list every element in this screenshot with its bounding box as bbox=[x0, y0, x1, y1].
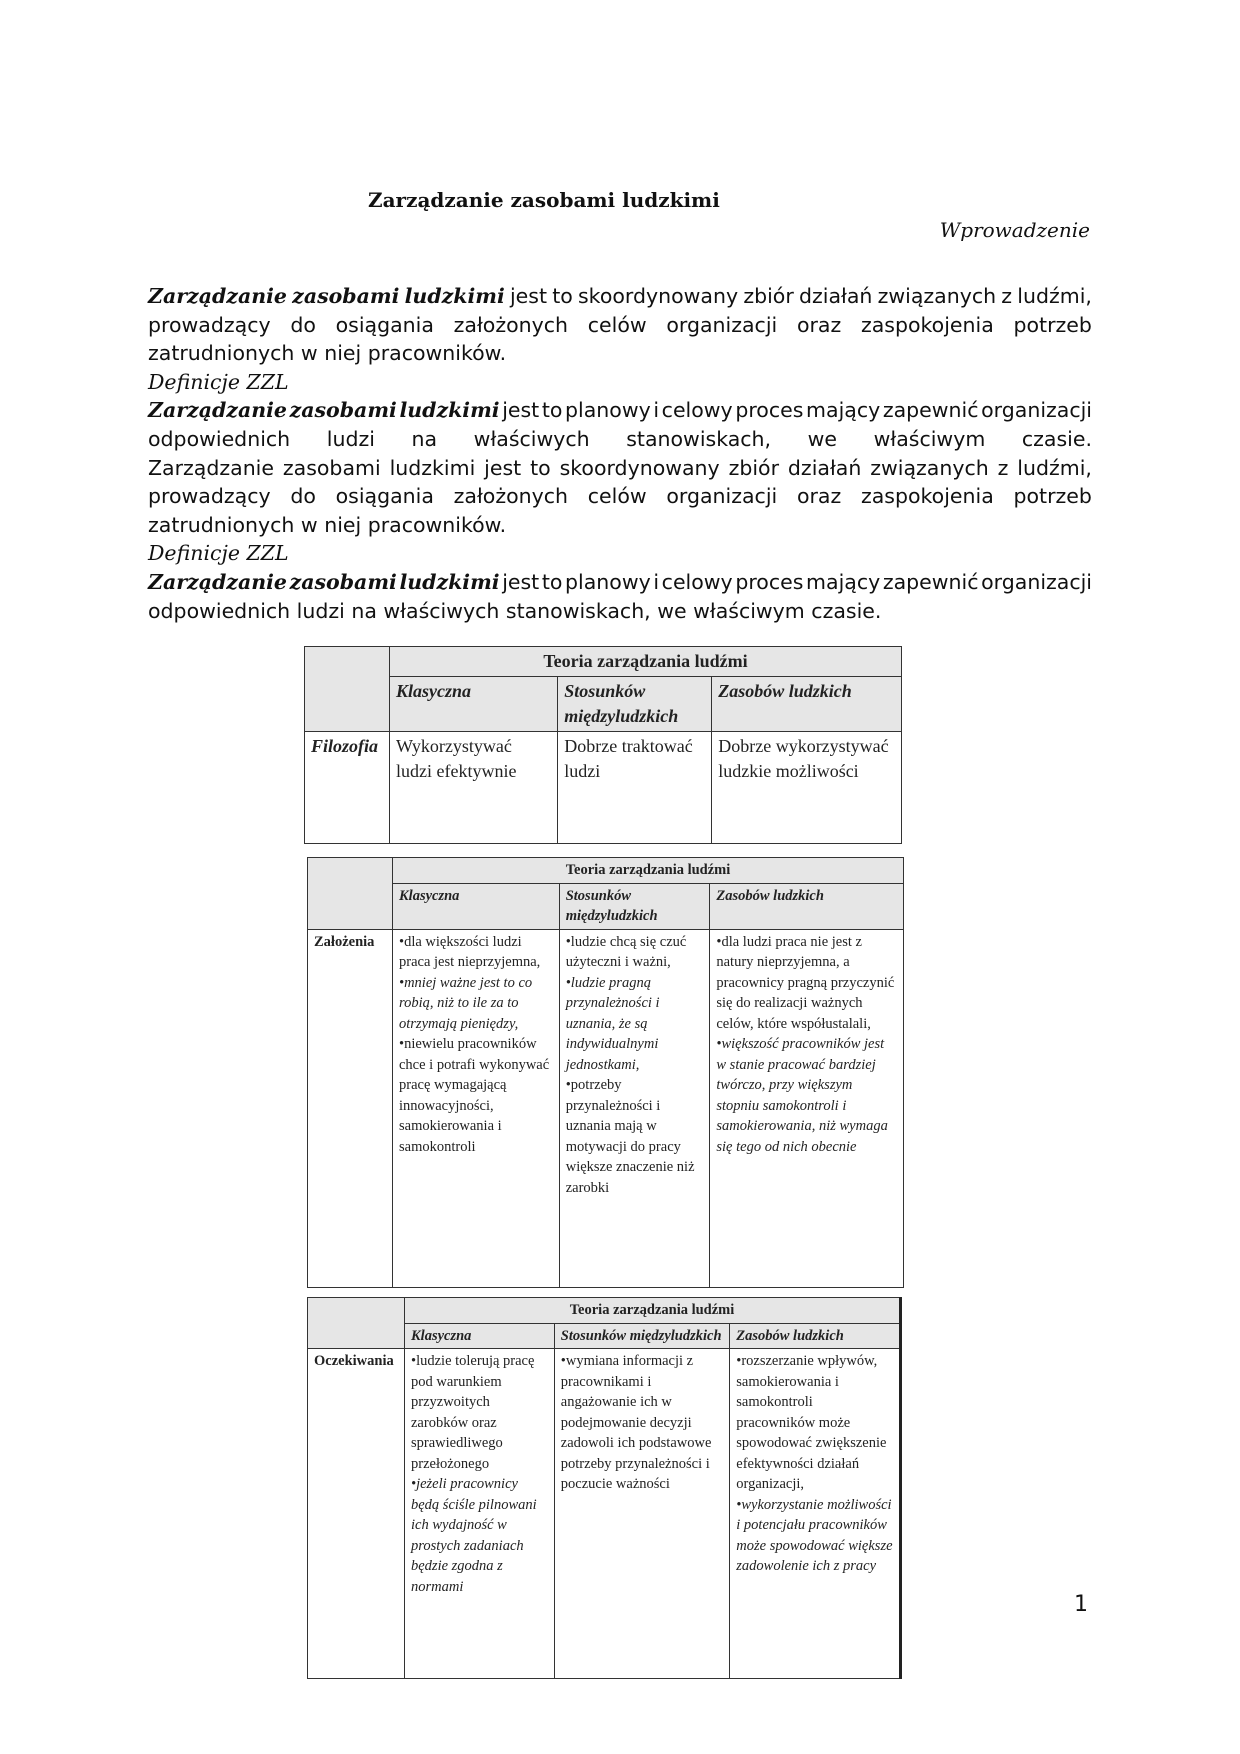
header-blank-cell bbox=[305, 647, 390, 732]
text-line: Zarządzanie zasobami ludzkimi jest to skoordynowany zbiór działań związanych z ludźmi, bbox=[148, 455, 1092, 480]
theory-table-philosophy bbox=[304, 646, 902, 844]
table-cell bbox=[559, 929, 710, 1287]
text-run: Definicje ZZL bbox=[148, 541, 289, 566]
text-line bbox=[148, 368, 1092, 397]
cell-text: Wykorzystywać ludzi efektywnie bbox=[396, 736, 517, 781]
text-line: prowadzący do osiągania założonych celów organizacji oraz zaspokojenia potrzeb bbox=[148, 484, 1092, 509]
table-cell bbox=[390, 732, 558, 844]
row-label: Oczekiwania bbox=[308, 1349, 405, 1679]
cell-text: •ludzie pragną przynależności i uznania, że są indywidualnymi jednostkami, bbox=[565, 974, 660, 1073]
text-run: Definicje ZZL bbox=[148, 369, 289, 394]
cell-text: •większość pracowników jest w stanie pracować bardziej twórczo, przy większym stopniu samokontroli i samokierowania, niż wymaga się tego od nich obecnie bbox=[716, 1036, 888, 1155]
table-cell bbox=[712, 732, 902, 844]
table-cell bbox=[730, 1349, 901, 1679]
text-line bbox=[148, 597, 1092, 626]
cell-text: •potrzeby przynależności i uznania mają w motywacji do pracy większe znaczenie niż zarobki bbox=[565, 1077, 695, 1196]
row-label: Filozofia bbox=[305, 732, 390, 844]
text-line: Zarządzanie zasobami ludzkimi jest to skoordynowany zbiór działań związanych z ludźmi, bbox=[148, 284, 1092, 308]
cell-text: Dobrze traktować ludzi bbox=[564, 736, 693, 781]
cell-text: •ludzie chcą się czuć użyteczni i ważni, bbox=[565, 933, 687, 970]
table-cell bbox=[710, 929, 904, 1287]
text-run: odpowiednich ludzi na właściwych stanowiskach, we właściwym czasie. bbox=[148, 598, 882, 623]
table-cell bbox=[393, 929, 560, 1287]
table-row bbox=[308, 1349, 901, 1679]
text-line: Zarządzanie zasobami ludzkimi jest to planowy i celowy proces mający zapewnić organizacji bbox=[148, 569, 1092, 594]
column-header: Stosunków międzyludzkich bbox=[558, 677, 712, 732]
text-line: Zarządzanie zasobami ludzkimi jest to planowy i celowy proces mający zapewnić organizacji bbox=[148, 398, 1092, 423]
header-blank-cell bbox=[308, 1298, 405, 1349]
theory-table-assumptions bbox=[307, 857, 904, 1288]
column-header: Stosunków międzyludzkich bbox=[559, 883, 710, 929]
table-cell bbox=[405, 1349, 555, 1679]
column-header: Klasyczna bbox=[405, 1323, 555, 1349]
table-header: Teoria zarządzania ludźmi bbox=[393, 858, 904, 884]
row-label: Założenia bbox=[308, 929, 393, 1287]
cell-text: •wykorzystanie możliwości i potencjału pracowników może spowodować większe zadowolenie ich z pracy bbox=[736, 1496, 893, 1574]
text-line bbox=[148, 339, 1092, 368]
cell-text: •ludzie tolerują pracę pod warunkiem przyzwoitych zarobków oraz sprawiedliwego przełożonego bbox=[411, 1353, 535, 1472]
cell-text: •rozszerzanie wpływów, samokierowania i samokontroli pracowników może spowodować zwiększenie efektywności działań organizacji, bbox=[736, 1353, 887, 1492]
document-title: Zarządzanie zasobami ludzkimi bbox=[368, 188, 720, 212]
cell-text: Dobrze wykorzystywać ludzkie możliwości bbox=[718, 736, 889, 781]
cell-text: •wymiana informacji z pracownikami i angażowanie ich w podejmowanie decyzji zadowoli ich podstawowe potrzeby przynależności i poczucie ważności bbox=[560, 1353, 712, 1492]
text-line bbox=[148, 539, 1092, 568]
text-run: zatrudnionych w niej pracowników. bbox=[148, 512, 507, 537]
table-row bbox=[305, 732, 902, 844]
body-text bbox=[148, 282, 1092, 625]
column-header: Klasyczna bbox=[393, 883, 560, 929]
cell-text: •dla większości ludzi praca jest nieprzyjemna, bbox=[399, 933, 541, 970]
column-header: Zasobów ludzkich bbox=[710, 883, 904, 929]
cell-text: •niewielu pracowników chce i potrafi wykonywać pracę wymagającą innowacyjności, samokierowania i samokontroli bbox=[399, 1036, 550, 1155]
column-header: Zasobów ludzkich bbox=[712, 677, 902, 732]
text-run: zatrudnionych w niej pracowników. bbox=[148, 341, 507, 366]
cell-text: •mniej ważne jest to co robią, niż to ile za to otrzymają pieniędzy, bbox=[399, 974, 533, 1032]
table-cell bbox=[558, 732, 712, 844]
column-header: Klasyczna bbox=[390, 677, 558, 732]
theory-table-expectations bbox=[307, 1297, 902, 1679]
cell-text: •dla ludzi praca nie jest z natury nieprzyjemna, a pracownicy pragną przyczynić się do realizacji ważnych celów, które współustalali, bbox=[716, 933, 895, 1032]
cell-text: •jeżeli pracownicy będą ściśle pilnowani ich wydajność w prostych zadaniach będzie zgodna z normami bbox=[411, 1476, 537, 1595]
table-header: Teoria zarządzania ludźmi bbox=[390, 647, 902, 677]
text-line bbox=[148, 511, 1092, 540]
table-row bbox=[308, 929, 904, 1287]
page-number: 1 bbox=[1074, 1592, 1088, 1617]
column-header: Zasobów ludzkich bbox=[730, 1323, 901, 1349]
table-header: Teoria zarządzania ludźmi bbox=[405, 1298, 901, 1324]
text-line: odpowiednich ludzi na właściwych stanowiskach, we właściwym czasie. bbox=[148, 426, 1092, 451]
text-line: prowadzący do osiągania założonych celów organizacji oraz zaspokojenia potrzeb bbox=[148, 312, 1092, 337]
document-subtitle: Wprowadzenie bbox=[939, 218, 1090, 242]
table-cell bbox=[554, 1349, 729, 1679]
header-blank-cell bbox=[308, 858, 393, 930]
column-header: Stosunków międzyludzkich bbox=[554, 1323, 729, 1349]
